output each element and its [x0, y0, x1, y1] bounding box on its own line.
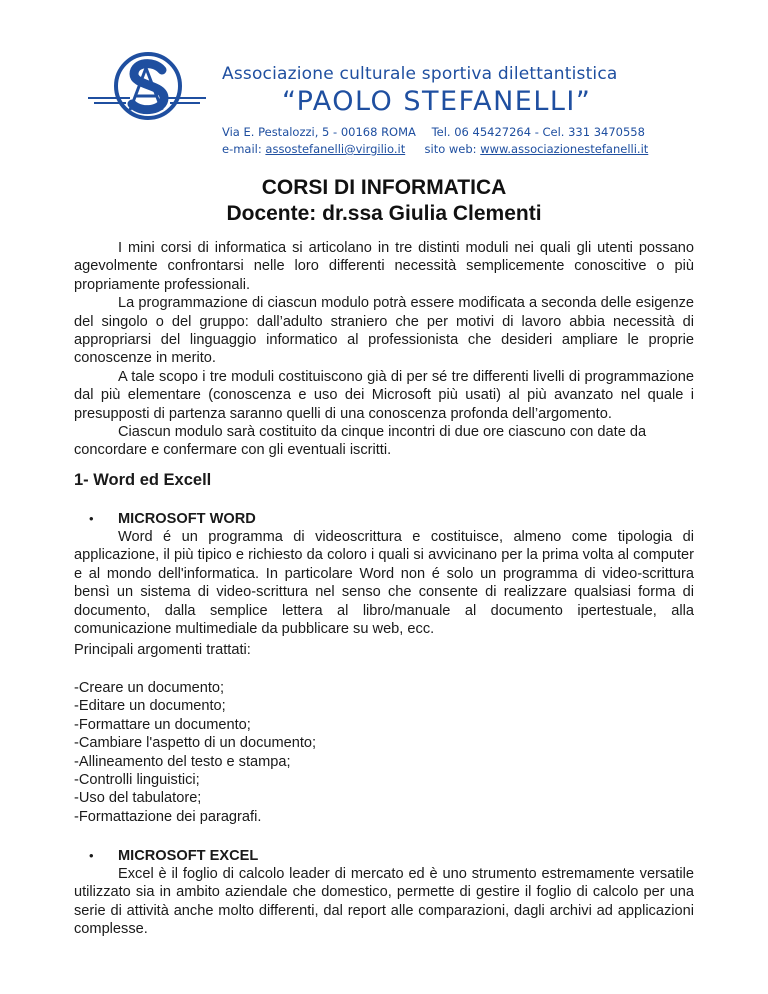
intro-paragraph: I mini corsi di informatica si articolano in tre distinti moduli nei quali gli utenti possano agevolmente confrontarsi nelle loro differenti necessità semplicemente conoscitive o più propriamente professionali. — [74, 240, 694, 293]
bullet-icon: • — [89, 511, 94, 526]
list-item: -Editare un documento; — [74, 698, 226, 715]
list-item: -Creare un documento; — [74, 680, 225, 696]
excel-title: MICROSOFT EXCEL — [118, 848, 259, 864]
list-item: -Cambiare l'aspetto di un documento; — [74, 735, 317, 752]
list-item: -Formattare un documento; — [74, 716, 251, 733]
contact-block — [222, 124, 692, 158]
list-item: -Controlli linguistici; — [74, 772, 200, 789]
site-label: sito web: — [424, 142, 477, 156]
intro-text — [74, 239, 694, 460]
list-item: -Allineamento del testo e stampa; — [74, 753, 291, 770]
excel-description: Excel è il foglio di calcolo leader di mercato ed è uno strumento estremamente versatile utilizzato sia in ambito aziendale che domestico, permette di gestire il foglio di calcolo per una serie di attività anche molto differenti, dal report alle comparazioni, dagli archivi ad applicazioni complesse. — [74, 866, 694, 938]
word-description: Word é un programma di videoscrittura e costituisce, almeno come tipologia di applicazione, il più tipico e richiesto da coloro i quali si avvicinano per la prima volta al computer e al mondo dell'informatica. In particolare Word non é solo un programma di video-scrittura bensì un sistema di video-scrittura nel senso che consente di realizzare qualsiasi forma di documento, dalla semplice lettera al libro/manuale al documento ipertestuale, alla comunicazione multimediale da pubblicare su web, ecc. — [74, 529, 694, 638]
intro-paragraph: A tale scopo i tre moduli costituiscono già di per sé tre differenti livelli di programmazione dal più elementare (conoscenza e uso dei Microsoft più usati) al più avanzato nel quale i presupposti di partenza saranno quelli di una conoscenza profonda dell’argomento. — [74, 368, 694, 422]
bullet-icon: • — [89, 848, 94, 863]
intro-paragraph: Ciascun modulo sarà costituito da cinque incontri di due ore ciascuno con date da concordare e confermare con gli eventuali iscritti. — [74, 424, 647, 459]
email-link[interactable]: assostefanelli@virgilio.it — [265, 142, 406, 156]
teacher-title: Docente: dr.ssa Giulia Clementi — [226, 202, 542, 225]
list-item: -Uso del tabulatore; — [74, 790, 202, 807]
intro-paragraph: La programmazione di ciascun modulo potrà essere modificata a seconda delle esigenze del singolo o del gruppo: dall’adulto straniero che per motivi di lavoro abbia necessità di appropriarsi del linguaggio informatico al professionista che desideri ampliare le proprie conoscenze in merito. — [74, 295, 694, 367]
site-link[interactable]: www.associazionestefanelli.it — [480, 142, 649, 156]
email-label: e-mail: — [222, 142, 262, 156]
topics-label: Principali argomenti trattati: — [74, 642, 251, 658]
phone: Tel. 06 45427264 - Cel. 331 3470558 — [431, 125, 645, 139]
org-title: “PAOLO STEFANELLI” — [282, 86, 592, 117]
topics-list — [74, 679, 694, 826]
word-title: MICROSOFT WORD — [118, 511, 256, 527]
address: Via E. Pestalozzi, 5 - 00168 ROMA — [222, 125, 416, 139]
org-name: Associazione culturale sportiva dilettantistica — [222, 64, 618, 84]
section-heading: 1- Word ed Excell — [74, 471, 212, 489]
list-item: -Formattazione dei paragrafi. — [74, 808, 262, 825]
course-title: CORSI DI INFORMATICA — [261, 176, 507, 199]
association-logo-icon — [88, 48, 206, 128]
